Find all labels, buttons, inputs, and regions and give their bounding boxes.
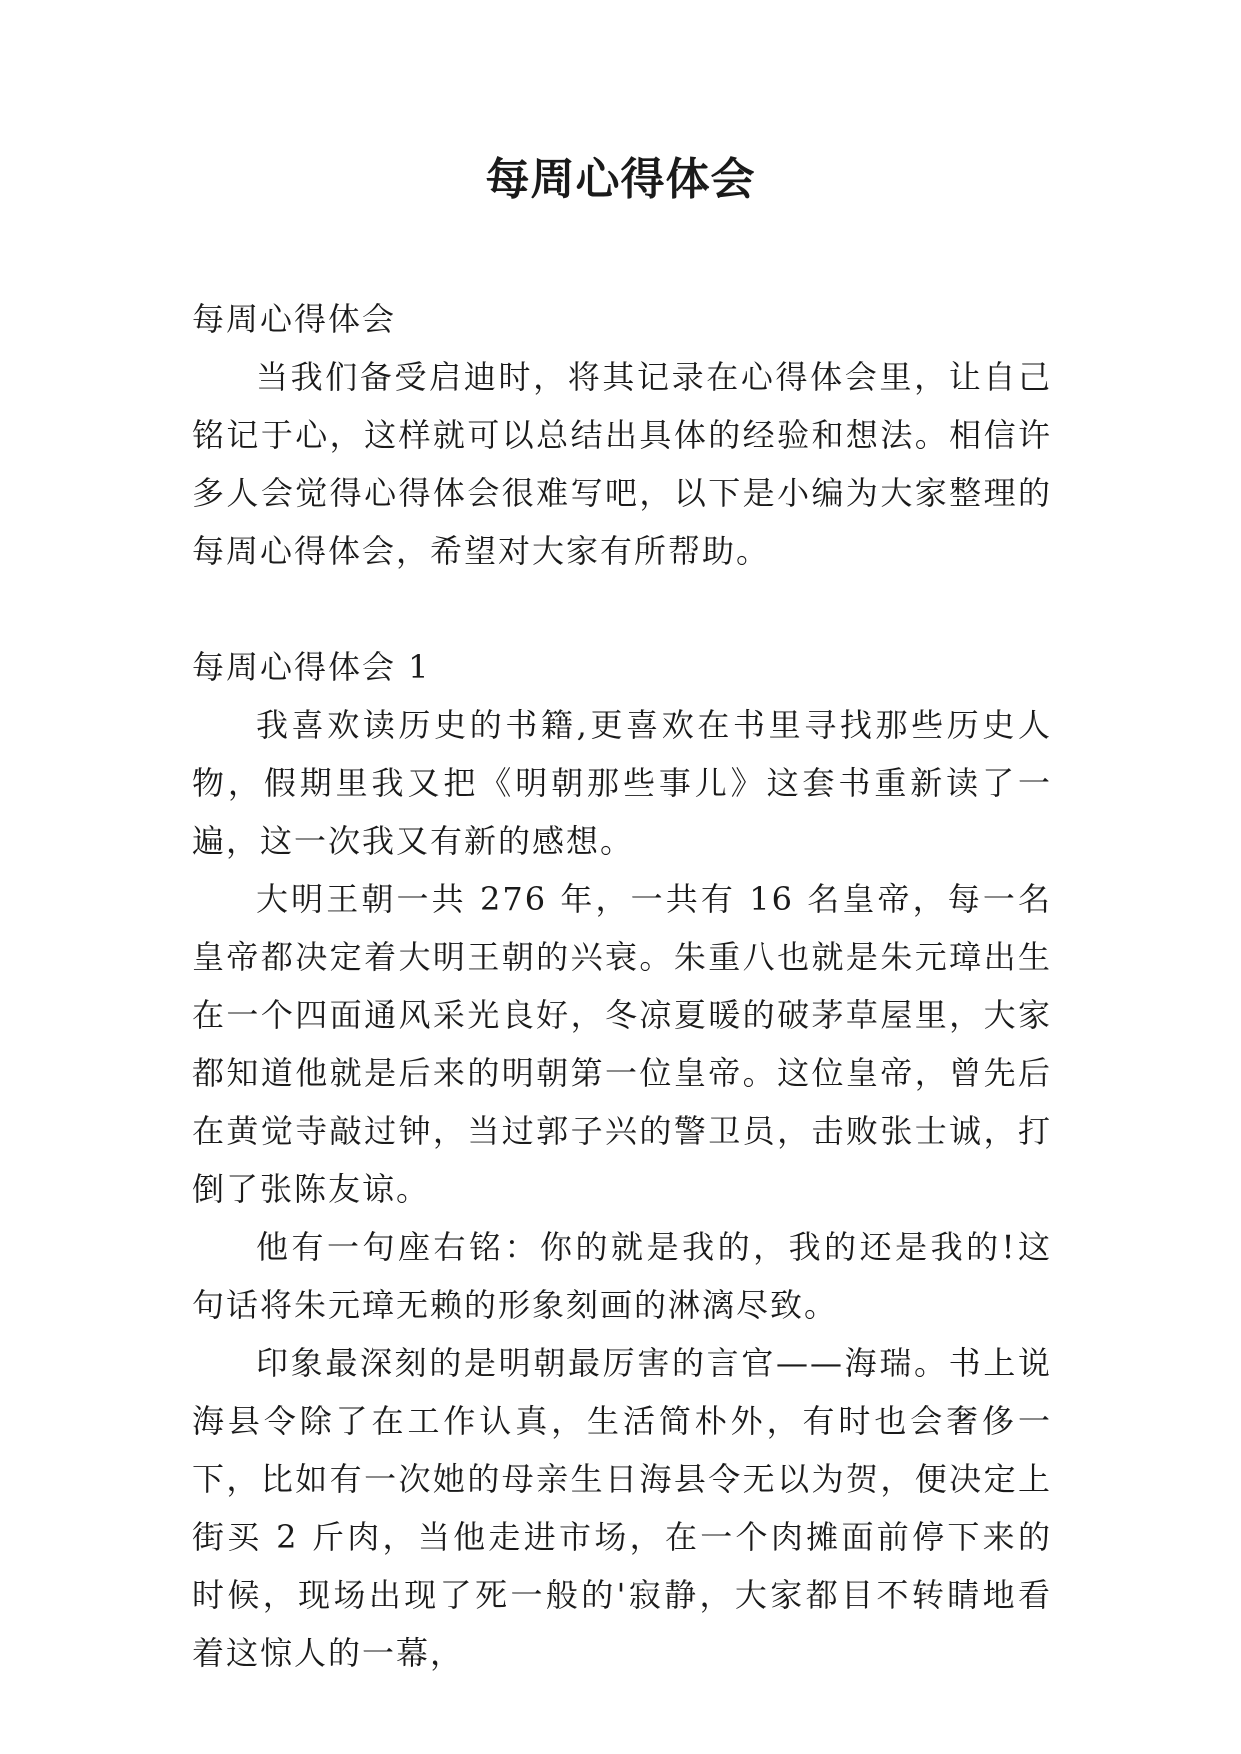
section-spacer [192, 580, 1052, 638]
body-paragraph: 他有一句座右铭：你的就是我的，我的还是我的!这句话将朱元璋无赖的形象刻画的淋漓尽致。 [192, 1228, 1052, 1324]
document-body [192, 290, 1052, 1682]
document-subtitle: 每周心得体会 [192, 300, 397, 338]
section-heading: 每周心得体会 1 [192, 648, 431, 686]
body-paragraph: 印象最深刻的是明朝最厉害的言官——海瑞。书上说海县令除了在工作认真，生活简朴外，有时也会奢侈一下，比如有一次她的母亲生日海县令无以为贺，便决定上街买 2 斤肉，当他走进市场，在一个肉摊面前停下来的时候，现场出现了死一般的'寂静，大家都目不转睛地看着这惊人的一幕， [192, 1344, 1052, 1672]
document-title: 每周心得体会 [485, 154, 756, 205]
body-paragraph: 我喜欢读历史的书籍,更喜欢在书里寻找那些历史人物，假期里我又把《明朝那些事儿》这套书重新读了一遍，这一次我又有新的感想。 [192, 706, 1052, 860]
body-paragraph: 大明王朝一共 276 年，一共有 16 名皇帝，每一名皇帝都决定着大明王朝的兴衰。朱重八也就是朱元璋出生在一个四面通风采光良好，冬凉夏暖的破茅草屋里，大家都知道他就是后来的明朝第一位皇帝。这位皇帝，曾先后在黄觉寺敲过钟，当过郭子兴的警卫员，击败张士诚，打倒了张陈友谅。 [192, 880, 1052, 1208]
intro-paragraph: 当我们备受启迪时，将其记录在心得体会里，让自己铭记于心，这样就可以总结出具体的经验和想法。相信许多人会觉得心得体会很难写吧，以下是小编为大家整理的每周心得体会，希望对大家有所帮助。 [192, 358, 1052, 570]
